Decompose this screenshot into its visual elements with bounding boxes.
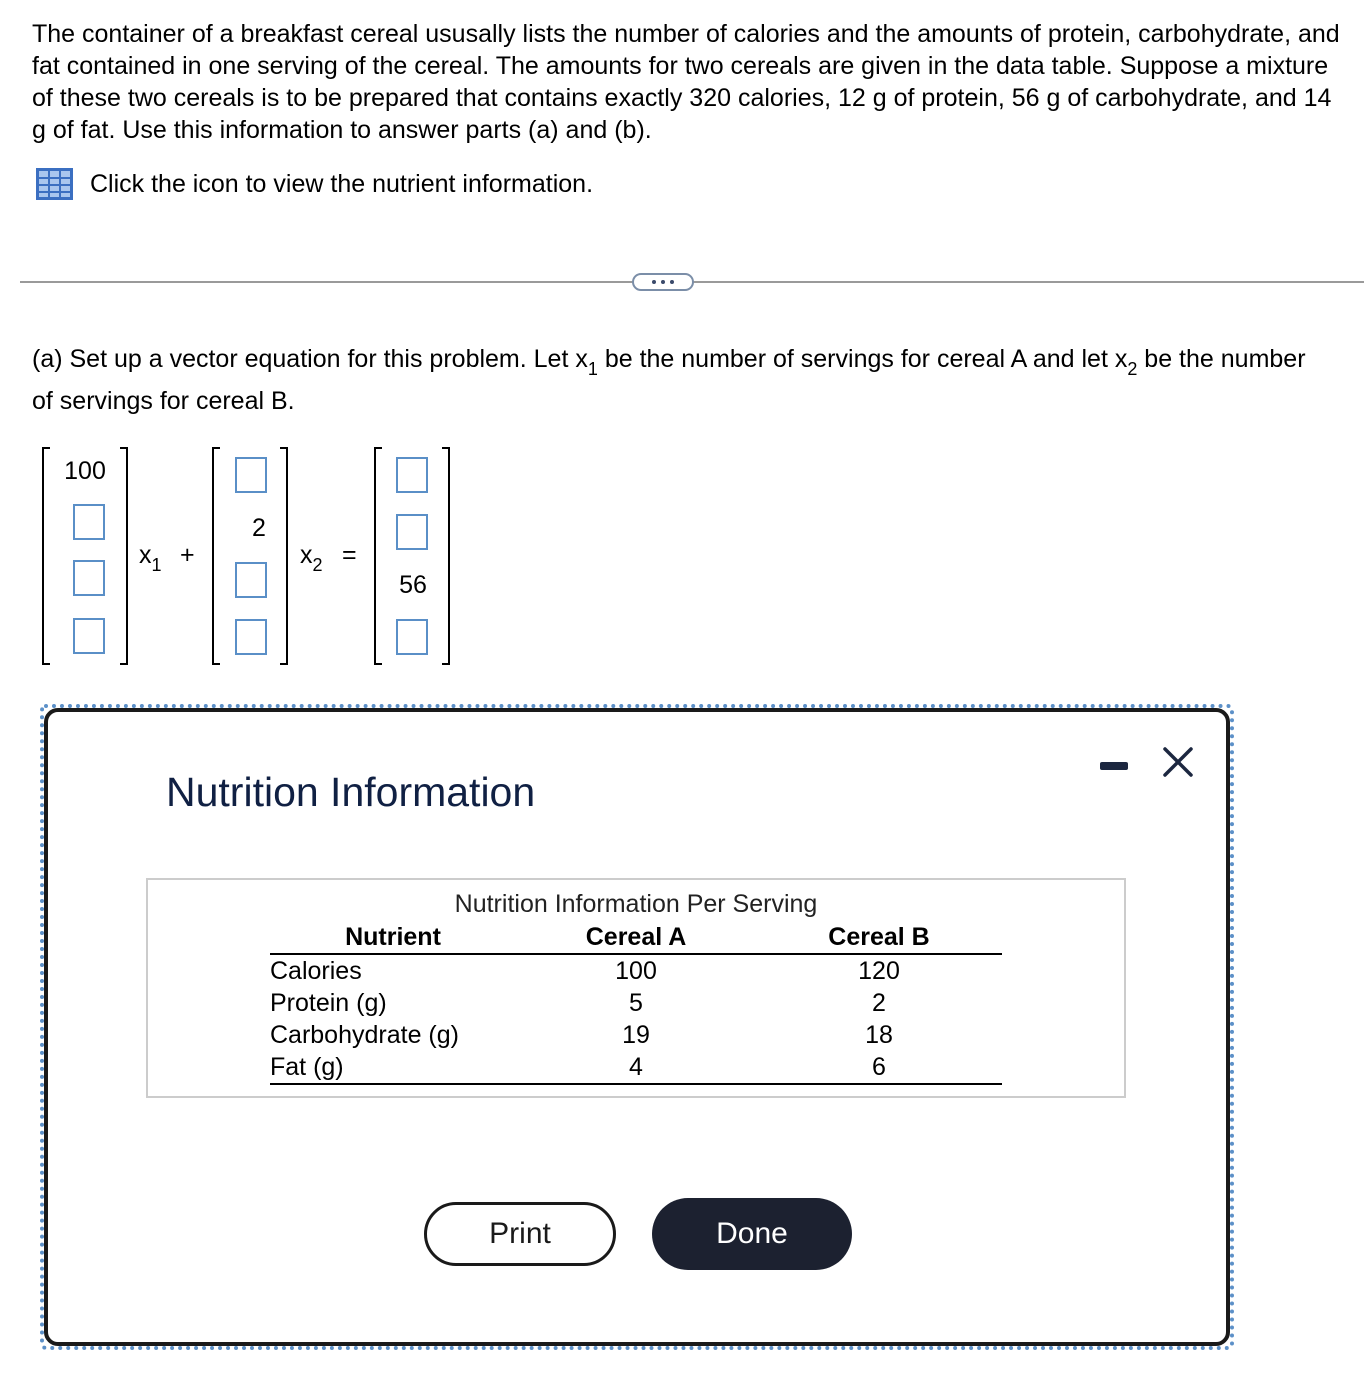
problem-statement: The container of a breakfast cereal ususally lists the number of calories and the amounts of protein, carbohydrate, and fat contained in one serving of the cereal. The amounts for two cereals are given in the data table. Suppose a mixture of these two cereals is to be prepared that contains exactly 320 calories, 12 g of protein, 56 g of carbohydrate, and 14 g of fat. Use this information to answer parts (a) and (b). <box>32 20 1340 144</box>
vector2-protein-value: 2 <box>252 514 266 542</box>
table-caption: Nutrition Information Per Serving <box>454 890 818 918</box>
cereal-a-value: 100 <box>615 957 657 985</box>
cereal-b-value: 18 <box>865 1021 893 1049</box>
expand-more-button[interactable] <box>632 273 694 291</box>
nutrient-info-link[interactable] <box>36 168 593 200</box>
header-cereal-a: Cereal A <box>516 922 756 954</box>
table-row <box>270 954 1002 987</box>
dot-icon <box>661 280 665 284</box>
nutrition-table <box>270 922 1002 1085</box>
vector3-right-bracket <box>442 447 450 665</box>
table-row <box>270 1051 1002 1084</box>
vector1-right-bracket <box>120 447 128 665</box>
cereal-a-value: 19 <box>622 1021 650 1049</box>
cereal-b-value: 120 <box>858 957 900 985</box>
vector3-fat-input[interactable] <box>396 619 428 655</box>
cereal-b-value: 6 <box>756 1051 1002 1084</box>
header-nutrient: Nutrient <box>270 922 516 954</box>
part-a-instructions: (a) Set up a vector equation for this problem. Let $x_1$ be the number of servings for cereal A and let $x_2$ be the number of servings for cereal B. <box>32 345 1306 415</box>
vector2-calories-input[interactable] <box>235 457 267 493</box>
vector3-carbohydrate-value: 56 <box>399 571 427 599</box>
vector1-left-bracket <box>42 447 50 665</box>
vector3-calories-input[interactable] <box>396 457 428 493</box>
equals-sign: = <box>342 541 357 569</box>
done-button[interactable]: Done <box>652 1198 852 1270</box>
dot-icon <box>652 280 656 284</box>
nutrient-info-link-text[interactable]: Click the icon to view the nutrient information. <box>90 170 594 198</box>
vector2-fat-input[interactable] <box>235 619 267 655</box>
table-header-row <box>270 922 1002 954</box>
table-grid-icon[interactable] <box>36 168 73 200</box>
vector2-left-bracket <box>212 447 220 665</box>
vector1-protein-input[interactable] <box>73 504 105 540</box>
vector1-carbohydrate-input[interactable] <box>73 560 105 596</box>
x1-variable: $x_1$ <box>139 541 162 575</box>
nutrient-name: Carbohydrate (g) <box>270 1021 459 1049</box>
minimize-button[interactable] <box>1100 762 1128 770</box>
header-cereal-b: Cereal B <box>756 922 1002 954</box>
table-row <box>270 1019 1002 1051</box>
print-button[interactable]: Print <box>424 1202 616 1266</box>
dot-icon <box>670 280 674 284</box>
nutrient-name: Calories <box>270 957 362 985</box>
dialog-title: Nutrition Information <box>166 769 536 815</box>
vector2-carbohydrate-input[interactable] <box>235 562 267 598</box>
cereal-a-value: 5 <box>629 989 643 1017</box>
close-icon[interactable] <box>1160 744 1196 780</box>
vector2-right-bracket <box>280 447 288 665</box>
plus-sign: + <box>180 541 195 569</box>
cereal-a-value: 4 <box>516 1051 756 1084</box>
nutrient-name: Protein (g) <box>270 989 387 1017</box>
cereal-b-value: 2 <box>872 989 886 1017</box>
vector1-fat-input[interactable] <box>73 618 105 654</box>
vector3-protein-input[interactable] <box>396 514 428 550</box>
nutrient-name: Fat (g) <box>270 1051 516 1084</box>
vector3-left-bracket <box>374 447 382 665</box>
table-row <box>270 987 1002 1019</box>
vector1-calories-value: 100 <box>64 457 106 485</box>
x2-variable: $x_2$ <box>300 541 323 575</box>
